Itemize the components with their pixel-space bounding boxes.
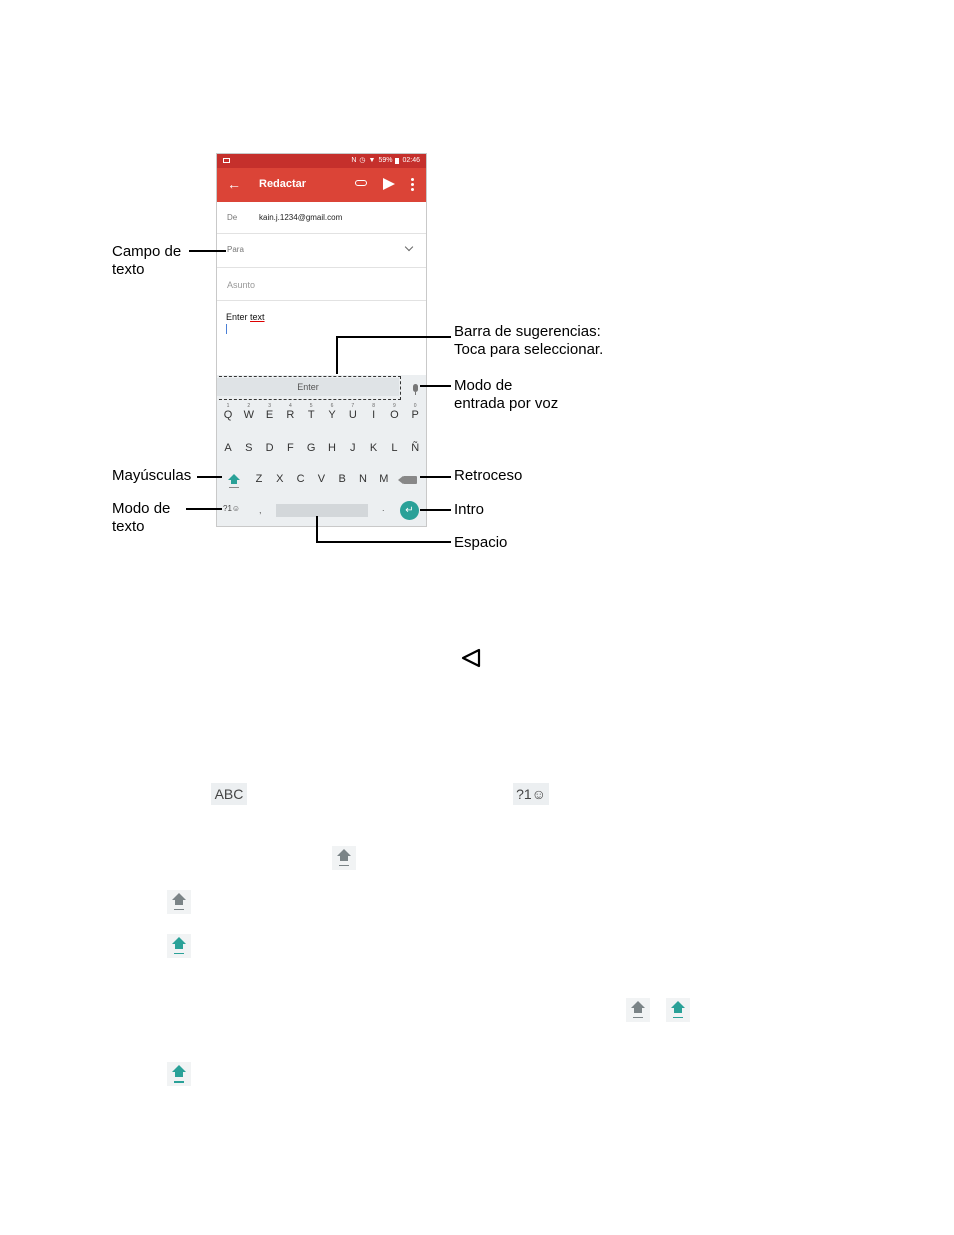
from-value: kain.j.1234@gmail.com bbox=[259, 213, 343, 222]
callout-text-field-line2: texto bbox=[112, 261, 145, 278]
key-label: Y bbox=[328, 409, 336, 421]
callout-suggestion-bar bbox=[454, 323, 603, 359]
key-j[interactable]: J bbox=[350, 442, 356, 454]
callout-text-field-line1: Campo de bbox=[112, 243, 182, 260]
key-i[interactable] bbox=[366, 403, 382, 421]
key-t[interactable] bbox=[303, 403, 319, 421]
send-icon[interactable] bbox=[383, 178, 395, 190]
to-field[interactable] bbox=[217, 234, 426, 268]
key-b[interactable]: B bbox=[338, 473, 346, 485]
microphone-icon[interactable] bbox=[413, 384, 418, 392]
alarm-icon: ◷ bbox=[359, 157, 366, 164]
key-k[interactable]: K bbox=[369, 442, 378, 454]
key-u[interactable] bbox=[345, 403, 361, 421]
callout-voice-line2: entrada por voz bbox=[454, 395, 559, 412]
key-a[interactable]: A bbox=[224, 442, 232, 454]
caps-lock-icon bbox=[167, 1062, 191, 1086]
key-m[interactable]: M bbox=[379, 473, 389, 485]
phone-screenshot bbox=[216, 153, 427, 527]
status-bar bbox=[217, 154, 426, 168]
shift-icon[interactable] bbox=[228, 474, 240, 480]
leader-line-space-h bbox=[316, 541, 451, 543]
callout-backspace: Retroceso bbox=[454, 467, 523, 484]
callout-voice-line1: Modo de bbox=[454, 377, 513, 394]
enter-key[interactable]: ↵ bbox=[400, 501, 419, 520]
callout-text-mode-line2: texto bbox=[112, 518, 145, 535]
app-bar-title: Redactar bbox=[259, 178, 307, 190]
shift-off-icon bbox=[626, 998, 650, 1022]
key-label: U bbox=[348, 409, 357, 421]
leader-line-enter bbox=[420, 509, 451, 511]
key-label: W bbox=[243, 409, 254, 421]
callout-space: Espacio bbox=[454, 534, 508, 551]
key-hint-number: 5 bbox=[309, 403, 313, 409]
chevron-down-icon[interactable] bbox=[405, 243, 413, 251]
leader-line-text-field bbox=[189, 250, 226, 252]
wifi-icon: ▼ bbox=[368, 157, 376, 164]
key-hint-number: 4 bbox=[289, 403, 292, 409]
shift-on-icon bbox=[666, 998, 690, 1022]
key-hint-number: 0 bbox=[413, 403, 417, 409]
key-z[interactable]: Z bbox=[255, 473, 263, 485]
subject-field[interactable] bbox=[217, 268, 426, 301]
nfc-icon: N bbox=[351, 157, 357, 164]
key-d[interactable]: D bbox=[265, 442, 274, 454]
key-e[interactable] bbox=[262, 403, 278, 421]
leader-line-space-v bbox=[316, 516, 318, 543]
leader-line-text-mode bbox=[186, 508, 222, 510]
microphone-stand bbox=[415, 392, 416, 395]
abc-button-icon: ABC bbox=[211, 783, 247, 805]
to-label: Para bbox=[227, 245, 244, 254]
key-g[interactable]: G bbox=[306, 442, 316, 454]
symbols-button-icon: ?1☺ bbox=[513, 783, 549, 805]
key-y[interactable] bbox=[324, 403, 340, 421]
callout-text-field bbox=[112, 243, 181, 279]
key-label: O bbox=[390, 409, 399, 421]
key-l[interactable]: L bbox=[391, 442, 398, 454]
callout-suggestion-line2: Toca para seleccionar. bbox=[454, 341, 604, 358]
compose-body[interactable] bbox=[226, 312, 265, 322]
key-hint-number: 6 bbox=[330, 403, 334, 409]
callout-shift: Mayúsculas bbox=[112, 467, 192, 484]
key-label: R bbox=[286, 409, 295, 421]
backspace-icon[interactable] bbox=[403, 476, 417, 484]
attach-icon[interactable] bbox=[355, 180, 367, 186]
key-label: E bbox=[265, 409, 274, 421]
more-vert-icon[interactable] bbox=[411, 178, 414, 191]
battery-percent: 59% bbox=[378, 157, 393, 164]
key-n[interactable]: N bbox=[359, 473, 367, 485]
back-arrow-icon[interactable]: ← bbox=[227, 176, 241, 192]
comma-key[interactable]: , bbox=[259, 505, 262, 515]
key-hint-number: 3 bbox=[268, 403, 271, 409]
shift-on-icon bbox=[167, 934, 191, 958]
key-hint-number: 2 bbox=[247, 403, 251, 409]
from-label: De bbox=[227, 213, 238, 222]
text-cursor bbox=[226, 324, 227, 334]
app-bar bbox=[217, 168, 426, 202]
shift-underline bbox=[229, 487, 239, 488]
key-hint-number: 1 bbox=[226, 403, 230, 409]
key-hint-number: 8 bbox=[372, 403, 375, 409]
leader-line-shift bbox=[197, 476, 222, 478]
keyboard bbox=[217, 375, 426, 527]
callout-voice-input bbox=[454, 377, 558, 413]
back-triangle-icon bbox=[460, 648, 482, 668]
key-label: P bbox=[411, 409, 419, 421]
leader-line-suggestion-h bbox=[336, 336, 451, 338]
key-x[interactable]: X bbox=[276, 473, 284, 485]
key-o[interactable] bbox=[386, 403, 402, 421]
clock: 02:46 bbox=[402, 157, 420, 164]
callout-enter: Intro bbox=[454, 501, 485, 518]
notification-icon bbox=[223, 158, 230, 163]
subject-placeholder: Asunto bbox=[227, 280, 256, 290]
leader-line-suggestion-v bbox=[336, 336, 338, 374]
leader-line-backspace bbox=[420, 476, 451, 478]
key-v[interactable]: V bbox=[317, 473, 326, 485]
key-hint-number: 9 bbox=[393, 403, 396, 409]
key-label: I bbox=[372, 409, 376, 421]
shift-off-icon bbox=[332, 846, 356, 870]
battery-icon bbox=[395, 158, 399, 164]
body-word: Enter bbox=[226, 312, 248, 322]
key-w[interactable] bbox=[241, 403, 257, 421]
key-r[interactable] bbox=[282, 403, 298, 421]
key-q[interactable] bbox=[220, 403, 236, 421]
key-label: T bbox=[307, 409, 315, 421]
key-ñ[interactable]: Ñ bbox=[411, 442, 420, 454]
callout-text-mode-line1: Modo de bbox=[112, 500, 171, 517]
key-f[interactable]: F bbox=[287, 442, 294, 454]
symbols-mode-key[interactable]: ?1☺ bbox=[223, 504, 241, 513]
key-c[interactable]: C bbox=[296, 473, 305, 485]
key-label: Q bbox=[223, 409, 233, 421]
key-hint-number: 7 bbox=[351, 403, 355, 409]
callout-suggestion-line1: Barra de sugerencias: bbox=[454, 323, 601, 340]
key-s[interactable]: S bbox=[245, 442, 253, 454]
callout-text-mode bbox=[112, 500, 170, 536]
from-field[interactable] bbox=[217, 202, 426, 234]
leader-line-voice bbox=[420, 385, 451, 387]
key-h[interactable]: H bbox=[328, 442, 336, 454]
shift-off-icon bbox=[167, 890, 191, 914]
suggestion-bar[interactable]: Enter bbox=[217, 378, 399, 396]
body-word-misspelled: text bbox=[250, 312, 265, 322]
key-p[interactable] bbox=[407, 403, 423, 421]
period-key[interactable]: . bbox=[382, 503, 385, 513]
status-icons bbox=[351, 154, 420, 168]
space-key[interactable] bbox=[276, 504, 368, 517]
